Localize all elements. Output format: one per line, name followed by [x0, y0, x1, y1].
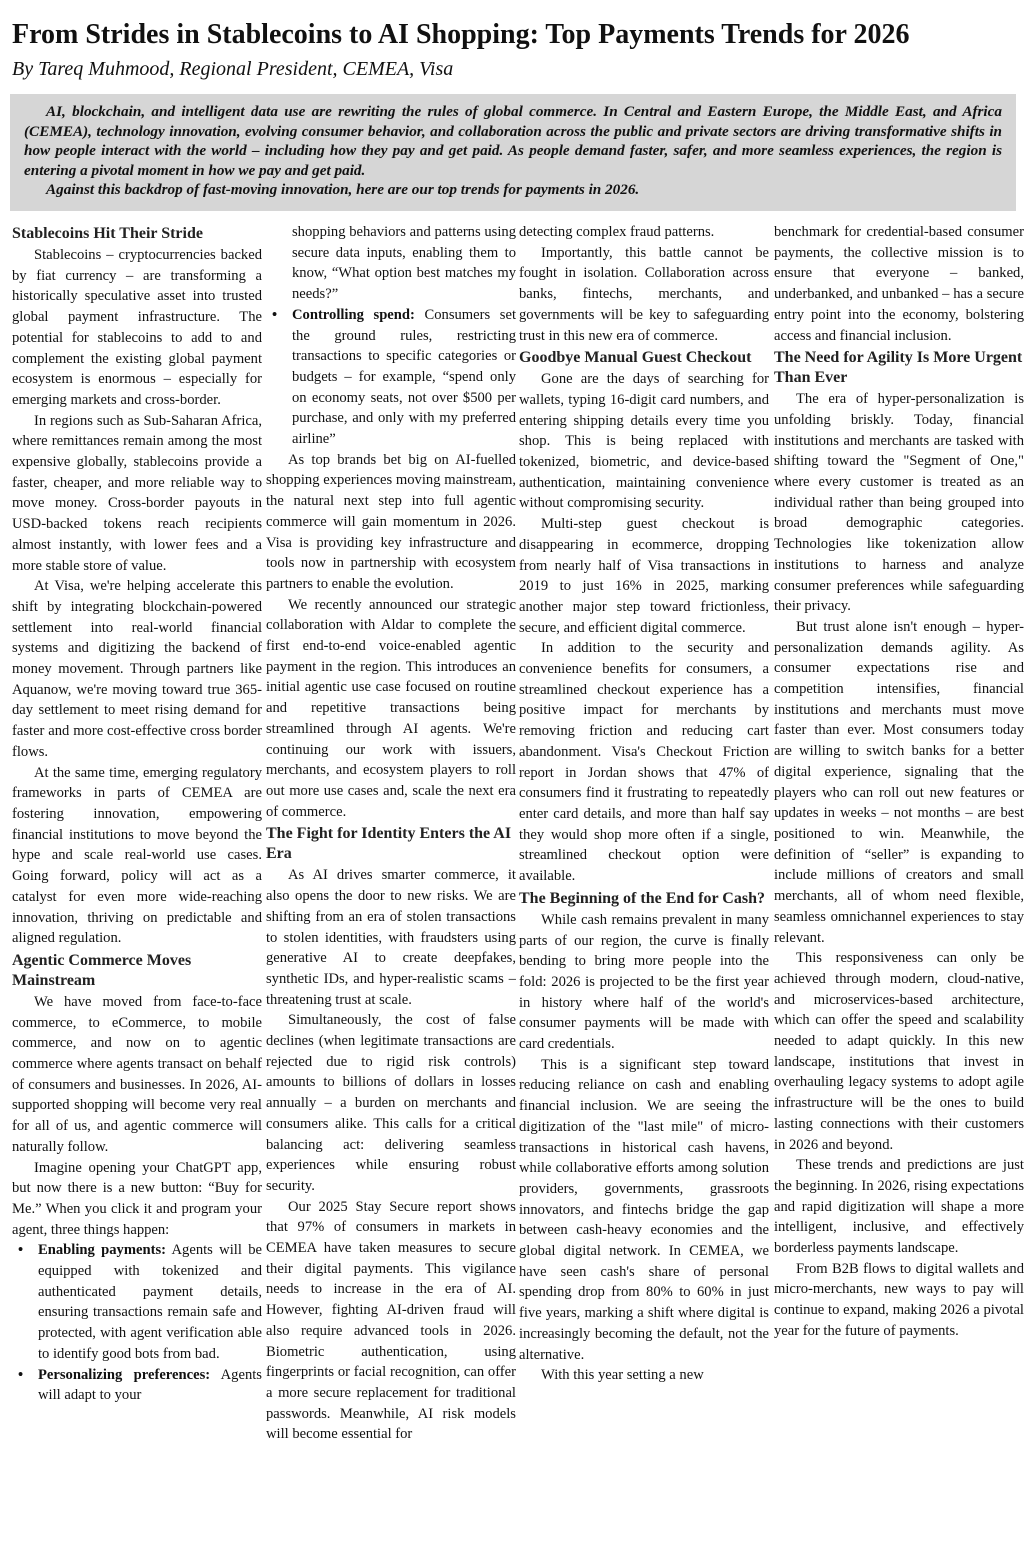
- bullet-label: Enabling payments:: [38, 1242, 166, 1259]
- intro-paragraph: Against this backdrop of fast-moving innovation, here are our top trends for payments in 2026.: [46, 181, 640, 198]
- column-3: [519, 222, 769, 1558]
- bullet-item: [38, 1365, 262, 1406]
- bullet-list: [266, 222, 516, 450]
- bullet-label: Controlling spend:: [292, 306, 415, 323]
- column-2: [266, 222, 516, 1558]
- body-paragraph: Imagine opening your ChatGPT app, but now there is a new button: “Buy for Me.” When you click it and program your agent, three things happen:: [12, 1159, 262, 1238]
- body-paragraph: The era of hyper-personalization is unfolding briskly. Today, financial institutions and merchants are tasked with shifting toward the "Segment of One," where every customer is treated as an individual rather than being grouped into broad demographic categories. Technologies like tokenization allow institutions to harness and analyze consumer preferences while safeguarding their privacy.: [774, 391, 1024, 615]
- bullet-text: shopping behaviors and patterns using secure data inputs, enabling them to know, “What option best matches my needs?”: [292, 224, 516, 303]
- body-paragraph: We have moved from face-to-face commerce, to eCommerce, to mobile commerce, and now on to agentic commerce where agents transact on behalf of consumers and businesses. In 2026, AI-supported shopping will become very real for all of us, and agentic commerce will naturally follow.: [12, 993, 262, 1155]
- bullet-text: Consumers set the ground rules, restricting transactions to specific categories or budgets – for example, “spend only on economy seats, not over $500 per purchase, and only with my preferred airline”: [292, 306, 516, 448]
- bullet-text: Agents will be equipped with tokenized and authenticated payment details, ensuring transactions remain safe and protected, with agent verification able to identify good bots from bad.: [38, 1242, 262, 1362]
- author-byline: By Tareq Muhmood, Regional President, CEMEA, Visa: [12, 58, 454, 80]
- body-paragraph: As AI drives smarter commerce, it also opens the door to new risks. We are shifting from an era of stolen transactions to stolen identities, with fraudsters using generative AI to create deepfakes, synthetic IDs, and hyper-realistic scams – threatening trust at scale.: [266, 867, 516, 1008]
- intro-paragraph: AI, blockchain, and intelligent data use are rewriting the rules of global commerce. In Central and Eastern Europe, the Middle East, and Africa (CEMEA), technology innovation, evolving consumer behavior, and collaboration across the public and private sectors are driving transformative shifts in how people interact with the world – including how they pay and get paid. As people demand faster, safer, and more seamless experiences, the region is entering a pivotal moment in how we pay and get paid.: [24, 103, 1002, 179]
- body-paragraph: From B2B flows to digital wallets and micro-merchants, new ways to pay will continue to expand, making 2026 a pivotal year for the future of payments.: [774, 1260, 1024, 1339]
- section-heading: The Fight for Identity Enters the AI Era: [266, 825, 512, 863]
- body-paragraph: We recently announced our strategic collaboration with Aldar to complete the first end-to-end voice-enabled agentic payment in the region. This introduces an initial agentic use case focused on routine and repetitive transactions being streamlined through AI agents. We're continuing our work with issuers, merchants, and ecosystem players to roll out more use cases and, scale the next era of commerce.: [266, 596, 516, 820]
- section-heading: Goodbye Manual Guest Checkout: [519, 349, 752, 367]
- body-paragraph: Our 2025 Stay Secure report shows that 97% of consumers in markets in CEMEA have taken measures to secure their digital payments. This vigilance needs to increase in the era of AI. However, fighting AI-driven fraud will also require advanced tools in 2026. Biometric authentication, using fingerprints or facial recognition, can offer a more secure replacement for traditional passwords. Meanwhile, AI risk models will become essential for: [266, 1198, 516, 1443]
- body-paragraph: With this year setting a new: [541, 1367, 704, 1384]
- body-paragraph: At Visa, we're helping accelerate this shift by integrating blockchain-powered settlement into real-world financial systems and digitizing the backend of money movement. Through partners like Aquanow, we're moving toward true 365-day settlement to meet rising demand for faster and more cost-effective cross border flows.: [12, 578, 262, 760]
- article-title: From Strides in Stablecoins to AI Shopping: Top Payments Trends for 2026: [12, 19, 910, 50]
- body-paragraph: While cash remains prevalent in many parts of our region, the curve is finally bending to bring more people into the fold: 2026 is projected to be the first year in history where half of the world's consumer payments will be made with card credentials.: [519, 911, 769, 1053]
- body-paragraph: This responsiveness can only be achieved through modern, cloud-native, and microservices-based architecture, which can offer the speed and scalability needed to adapt quickly. In this new landscape, institutions that invest in overhauling legacy systems to adopt agile infrastructure will be the ones to build lasting connections with their customers in 2026 and beyond.: [774, 950, 1024, 1153]
- bullet-item: [38, 1240, 262, 1364]
- column-4: [774, 222, 1024, 1558]
- body-paragraph: These trends and predictions are just the beginning. In 2026, rising expectations and rapid digitization will shape a more intelligent, inclusive, and effectively borderless payments landscape.: [774, 1157, 1024, 1257]
- body-paragraph: In addition to the security and convenience benefits for consumers, a streamlined checkout experience has a positive impact for merchants by removing friction and reducing cart abandonment. Visa's Checkout Friction report in Jordan shows that 47% of consumers find it frustrating to repeatedly enter card details, and more than half say they would shop more often if a single, streamlined checkout option were available.: [519, 640, 769, 885]
- body-paragraph: Stablecoins – cryptocurrencies backed by fiat currency – are transforming a historically speculative asset into trusted global payment infrastructure. The potential for stablecoins to add to and complement the existing global payment ecosystem is enormous – especially for emerging markets and cross-border.: [12, 247, 262, 408]
- intro-box: [10, 94, 1016, 211]
- bullet-continuation: [292, 222, 516, 305]
- body-paragraph: Gone are the days of searching for wallets, typing 16-digit card numbers, and entering shipping details every time you shop. This is being replaced with tokenized, biometric, and device-based authentication, maintaining convenience without compromising security.: [519, 371, 769, 512]
- body-paragraph: But trust alone isn't enough – hyper-personalization demands agility. As consumer expectations rise and competition intensifies, financial institutions and merchants must move faster than ever. Most consumers today are willing to switch banks for a better digital experience, signaling that the players who can roll out new features or updates in weeks – not months – are best positioned to win. Meanwhile, the definition of “seller” is expanding to include millions of creators and small merchants, all of whom need flexible, seamless omnichannel experiences to stay relevant.: [774, 618, 1024, 946]
- body-paragraph: In regions such as Sub-Saharan Africa, where remittances remain among the most expensive globally, stablecoins provide a faster, cheaper, and more reliable way to move money. Cross-border payouts in USD-backed tokens reach recipients almost instantly, with lower fees and a more stable store of value.: [12, 412, 262, 574]
- body-paragraph: Simultaneously, the cost of false declines (when legitimate transactions are rejected due to rigid risk controls) amounts to billions of dollars in losses annually – a burden on merchants and consumers alike. This calls for a critical balancing act: delivering seamless experiences while ensuring robust security.: [266, 1012, 516, 1194]
- body-paragraph: At the same time, emerging regulatory frameworks in parts of CEMEA are fostering innovation, empowering financial institutions to move beyond the hype and scale real-world use cases. Going forward, policy will act as a catalyst for even more wide-reaching innovation, thriving on predictable and aligned regulation.: [12, 764, 262, 947]
- body-paragraph: Importantly, this battle cannot be fought in isolation. Collaboration across banks, fintechs, merchants, and governments will be key to safeguarding trust in this new era of commerce.: [519, 244, 769, 344]
- section-heading: The Beginning of the End for Cash?: [519, 889, 765, 907]
- section-heading: Agentic Commerce Moves Mainstream: [12, 951, 192, 989]
- body-paragraph: benchmark for credential-based consumer payments, the collective mission is to ensure that everyone – banked, underbanked, and unbanked – has a secure entry point into the economy, bolstering access and financial inclusion.: [774, 224, 1024, 344]
- section-heading: The Need for Agility Is More Urgent Than Ever: [774, 349, 1023, 387]
- column-1: [12, 222, 262, 1558]
- bullet-label: Personalizing preferences:: [38, 1366, 211, 1383]
- body-paragraph: detecting complex fraud patterns.: [519, 224, 715, 240]
- body-paragraph: Multi-step guest checkout is disappearing in ecommerce, dropping from nearly half of Visa transactions in 2019 to just 16% in 2025, marking another major step toward frictionless, secure, and efficient digital commerce.: [519, 516, 769, 636]
- body-paragraph: This is a significant step toward reducing reliance on cash and enabling financial inclusion. We are seeing the digitization of the "last mile" of micro-transactions in historical cash havens, while collaborative efforts among solution providers, governments, grassroots innovators, and fintechs bridge the gap between cash-heavy economies and the global digital network. In CEMEA, we have seen cash's share of personal spending drop from 80% to 60% in just five years, marking a shift where digital is increasingly becoming the default, not the alternative.: [519, 1056, 769, 1363]
- bullet-list: [12, 1240, 262, 1406]
- section-heading: Stablecoins Hit Their Stride: [12, 225, 203, 242]
- bullet-text: Agents will adapt to your: [38, 1366, 262, 1404]
- bullet-item: [292, 305, 516, 450]
- body-paragraph: As top brands bet big on AI-fuelled shopping experiences moving mainstream, the natural next step into full agentic commerce will gain momentum in 2026. Visa is providing key infrastructure and tools now in partnership with ecosystem partners to enable the evolution.: [266, 451, 516, 592]
